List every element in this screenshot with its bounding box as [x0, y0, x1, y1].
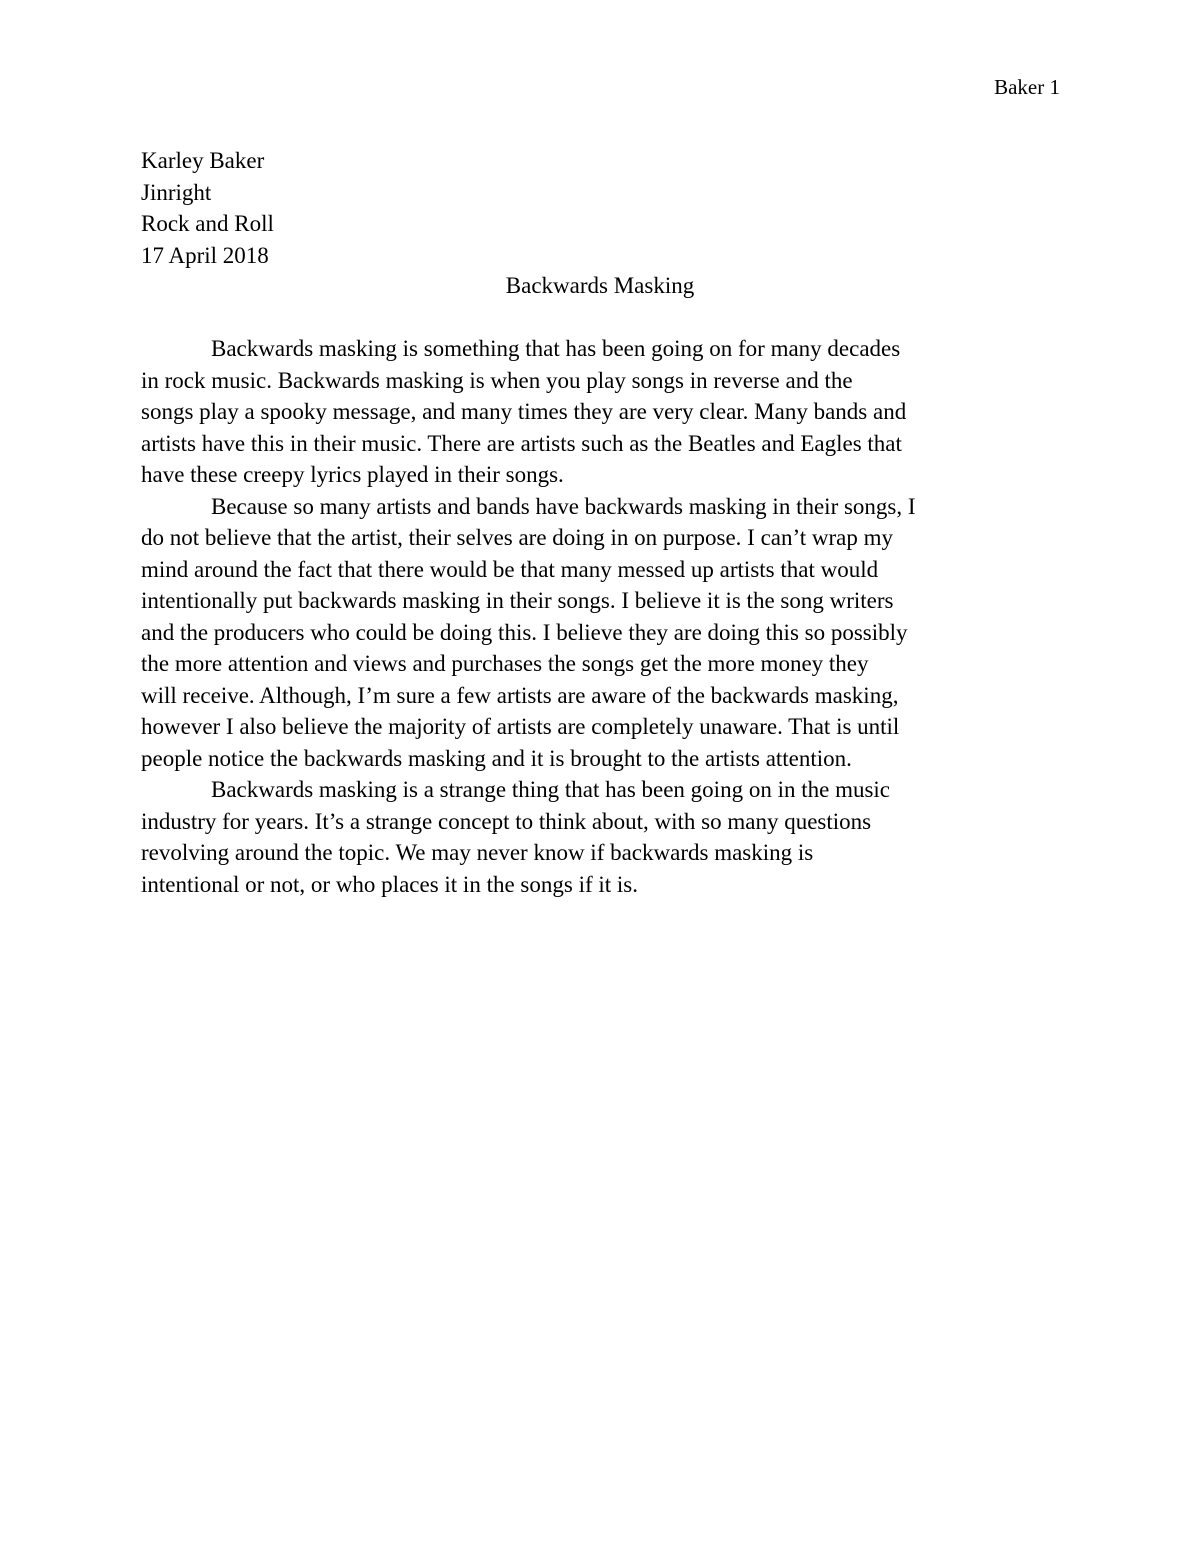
paragraph-line: revolving around the topic. We may never know if backwards masking is [141, 840, 814, 865]
paragraph-line: will receive. Although, I’m sure a few artists are aware of the backwards masking, [141, 682, 899, 708]
paragraph-line: mind around the fact that there would be that many messed up artists that would [141, 556, 879, 582]
paragraph-line: in rock music. Backwards masking is when you play songs in reverse and the [141, 367, 853, 393]
student-name: Karley Baker [141, 148, 265, 173]
paragraph-line: Backwards masking is a strange thing that has been going on in the music [211, 777, 891, 802]
paragraph-line: people notice the backwards masking and it is brought to the artists attention. [141, 745, 852, 771]
course-name: Rock and Roll [141, 211, 274, 236]
date-line: 17 April 2018 [141, 242, 269, 268]
paragraph-line: artists have this in their music. There are artists such as the Beatles and Eagles that [141, 430, 902, 456]
paragraph-line: intentional or not, or who places it in the songs if it is. [141, 871, 638, 897]
paragraph-line: songs play a spooky message, and many times they are very clear. Many bands and [141, 399, 907, 424]
paragraph-line: and the producers who could be doing this. I believe they are doing this so possibly [141, 619, 908, 645]
essay-body [141, 333, 1071, 900]
paragraph-line: the more attention and views and purchases the songs get the more money they [141, 651, 869, 676]
paragraph-line: industry for years. It’s a strange concept to think about, with so many questions [141, 808, 872, 834]
paragraph-3 [141, 774, 1071, 900]
paragraph-line: Backwards masking is something that has been going on for many decades [211, 336, 901, 361]
document-title: Backwards Masking [505, 273, 695, 298]
paragraph-line: intentionally put backwards masking in their songs. I believe it is the song writers [141, 588, 894, 613]
paragraph-line: Because so many artists and bands have backwards masking in their songs, I [211, 493, 916, 519]
running-head: Baker 1 [994, 75, 1060, 99]
mla-heading [141, 145, 274, 271]
paragraph-1 [141, 333, 1071, 491]
paragraph-line: do not believe that the artist, their selves are doing in on purpose. I can’t wrap my [141, 525, 893, 550]
paragraph-line: have these creepy lyrics played in their songs. [141, 462, 564, 487]
instructor-name: Jinright [141, 179, 212, 205]
paragraph-2 [141, 491, 1071, 775]
paragraph-line: however I also believe the majority of artists are completely unaware. That is until [141, 714, 900, 739]
